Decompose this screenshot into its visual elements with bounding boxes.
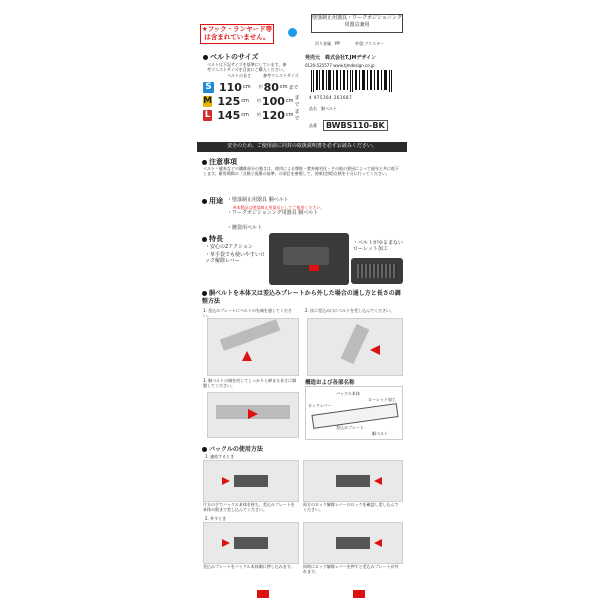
- step-2: 2. 次に差込み口にベルトを差し込んでください。: [305, 308, 395, 313]
- product-name: 品名 胴ベルト: [309, 106, 337, 111]
- red-marker-icon: [309, 265, 319, 271]
- size-length: 125: [217, 94, 241, 108]
- size-waist: 80: [263, 80, 279, 94]
- buckle-sub-1: 1. 連結するとき: [205, 454, 235, 459]
- belt-size-title: ベルトのサイズ: [203, 52, 258, 62]
- approx-label: 約: [258, 84, 263, 89]
- feature-item: ・安心の2アクション: [205, 244, 253, 250]
- parts-title: 構造および各部名称: [305, 380, 355, 386]
- red-tab-marker: [353, 590, 365, 598]
- blue-dot-icon: [288, 28, 297, 37]
- size-waist: 100: [261, 94, 285, 108]
- bullet-icon: [202, 199, 207, 204]
- bullet-icon: [202, 160, 207, 165]
- product-code: BWBS110-BK: [323, 120, 388, 131]
- size-row-s: [203, 80, 303, 94]
- belt-size-note: ベルトは下記サイズを基準にしています。参考ウエストサイズを目安にご購入ください。: [207, 62, 287, 72]
- buckle-sub-2: 2. 外すとき: [205, 516, 227, 521]
- bullet-icon: [202, 291, 207, 296]
- step-3-illustration: [207, 392, 299, 438]
- red-arrow-icon: [242, 351, 252, 361]
- size-code: S: [203, 82, 214, 93]
- size-max: まで: [288, 84, 299, 91]
- pp-badge-icon: PP: [335, 41, 340, 46]
- size-waist-unit: cm: [279, 84, 288, 90]
- belt-shape: [220, 319, 280, 351]
- product-card: [197, 0, 407, 600]
- size-waist-unit: cm: [285, 112, 294, 118]
- blister-badge-icon: 外袋:ブリスター: [355, 41, 385, 46]
- barcode-graphic: [309, 70, 401, 94]
- part-label: 差込みプレート: [336, 425, 364, 430]
- use-note: ※本製品は墜落制止用器具としてご使用ください。: [233, 205, 325, 210]
- size-row-l: [203, 108, 303, 122]
- feature-item: ・革手袋でも使いやすいロック解除レバー: [205, 252, 266, 264]
- red-arrow-icon: [222, 539, 230, 547]
- size-max: まで: [294, 95, 300, 108]
- step-3: 3. 胴ベルトの端を戻してしっかりと締まる長さに調整してください。: [203, 378, 297, 388]
- caution-title: 注意事項: [202, 157, 237, 167]
- size-table: [203, 80, 303, 122]
- buckle-title: バックルの使用方法: [202, 444, 263, 453]
- buckle-connect-photo-1: [203, 460, 299, 502]
- parts-diagram: [305, 386, 403, 440]
- belt-shape: [341, 324, 370, 364]
- knurl-pattern: [357, 264, 397, 278]
- buckle-caption-3: 差込みプレートをバックル本体側に押し込みます。: [203, 564, 295, 569]
- size-length: 145: [217, 108, 241, 122]
- size-length: 110: [219, 80, 242, 94]
- red-arrow-icon: [374, 539, 382, 547]
- step-1: 1. 差込みプレートにベルトの先端を通してください。: [203, 308, 292, 318]
- barcode-digits: 4 975364 261687: [309, 95, 353, 100]
- red-arrow-icon: [248, 409, 258, 419]
- buckle-connect-photo-2: [303, 460, 403, 502]
- buckle-caption-2: 両方のロック解除レバーのロックを確認し差し込んでください。: [303, 502, 399, 512]
- red-arrow-icon: [370, 345, 380, 355]
- use-item: ・ワークポジショニング用器具 胴ベルト: [227, 210, 319, 216]
- bullet-icon: [202, 447, 207, 452]
- buckle-body-shape: [283, 247, 329, 265]
- part-label: ローレット加工: [368, 397, 396, 402]
- belt-section-title: 胴ベルトを本体又は差込みプレートから外した場合の通し方と長さの調整方法: [202, 290, 401, 305]
- red-arrow-icon: [222, 477, 230, 485]
- category-box: 墜落制止用器具・ワークポジショニング用器具兼用: [311, 14, 403, 33]
- bullet-icon: [203, 55, 208, 60]
- approx-label: 約: [256, 112, 261, 117]
- size-code: L: [204, 110, 211, 120]
- bullet-icon: [202, 237, 207, 242]
- safety-band: 安全のため、ご使用前に同封の取扱説明書を必ずお読みください。: [197, 142, 407, 152]
- caution-text: ベルト・縫糸などの繊維部分の強さは、使用による摩耗・紫外線劣化・その他の要因によって経年と共に低下します。耐用期間の「点検と廃棄の基準」の項目を参照して、効果(定期)点検を十分に行ってください。: [203, 166, 399, 176]
- part-label: 胴ベルト: [372, 431, 388, 436]
- step-1-illustration: [207, 318, 299, 376]
- header-waist: 参考ウエストサイズ: [263, 73, 299, 78]
- size-max: まで: [294, 109, 300, 122]
- buckle-caption-1: 片方の手でバックル本体を持ち、差込みプレートを本体の奥まで差し込んでください。: [203, 502, 295, 512]
- feature-title: 特長: [202, 234, 223, 244]
- buckle-photo: [269, 233, 349, 285]
- knurl-photo: [351, 258, 403, 284]
- no-hook-warning: ★フック・ランヤード等は含まれていません。: [200, 24, 274, 44]
- buckle-shape: [234, 537, 268, 549]
- part-label: バックル本体: [336, 391, 360, 396]
- size-length-unit: cm: [242, 84, 251, 90]
- seller-line: 発売元 株式会社T.JMデザイン: [305, 55, 377, 61]
- size-row-m: [203, 94, 303, 108]
- size-code: M: [203, 96, 213, 106]
- buckle-shape: [234, 475, 268, 487]
- size-length-unit: cm: [241, 98, 249, 104]
- red-arrow-icon: [374, 477, 382, 485]
- part-label: ロックレバー: [308, 403, 332, 408]
- weight-badge-icon: 吊り金属: [315, 41, 331, 46]
- red-tab-marker: [257, 590, 269, 598]
- size-waist: 120: [261, 108, 285, 122]
- product-code-label: 品番: [309, 123, 317, 128]
- buckle-release-photo-1: [203, 522, 299, 564]
- product-code-row: [309, 120, 388, 131]
- step-2-illustration: [307, 318, 403, 376]
- size-waist-unit: cm: [285, 98, 294, 104]
- seller-contact: 0120-525577 www.tjmdesign.co.jp: [305, 63, 375, 68]
- use-item: ・墜落制止用器具 胴ベルト: [227, 197, 289, 203]
- use-item: ・腰袋用ベルト: [227, 225, 263, 231]
- use-title: 用途: [202, 196, 223, 206]
- buckle-caption-4: 同時にロック解除レバーを押すと差込みプレートが外れます。: [303, 564, 399, 574]
- header-length: ベルトの長さ: [227, 73, 251, 78]
- buckle-shape: [336, 537, 370, 549]
- approx-label: 約: [256, 98, 261, 103]
- size-length-unit: cm: [241, 112, 249, 118]
- buckle-shape: [336, 475, 370, 487]
- feature-right: ・ベルトがゆるまないローレット加工: [353, 240, 404, 252]
- buckle-release-photo-2: [303, 522, 403, 564]
